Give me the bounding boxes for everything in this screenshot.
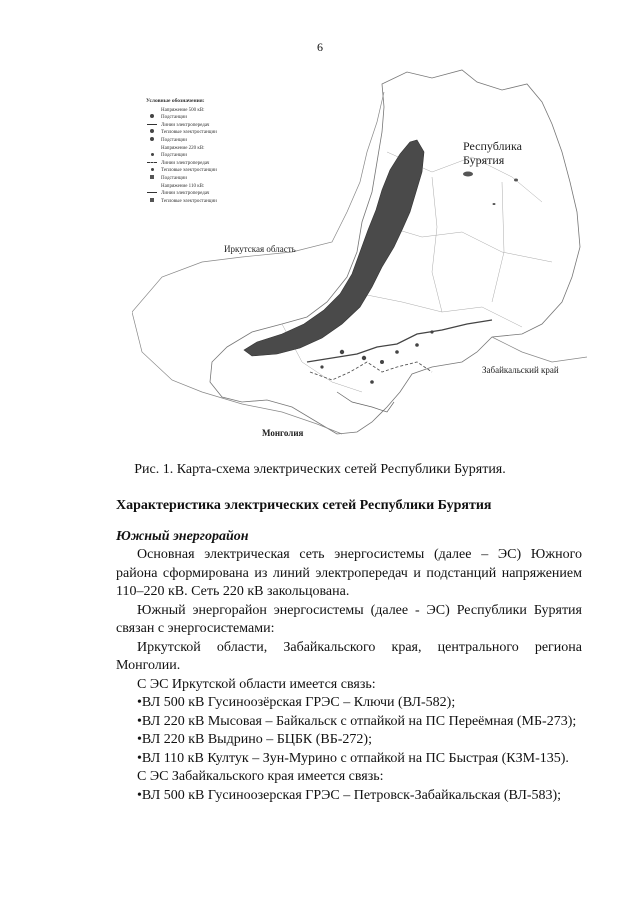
list-item: •ВЛ 500 кВ Гусиноозёрская ГРЭС – Ключи (ВЛ-582); — [137, 695, 456, 710]
list-item: •ВЛ 500 кВ Гусиноозерская ГРЭС – Петровск-Забайкальская (ВЛ-583); — [137, 787, 562, 803]
power-plant-icon — [150, 198, 154, 202]
legend-row: Напряжение 500 кВ: — [161, 107, 205, 113]
power-plant-icon — [150, 129, 154, 133]
legend-row: Линии электропередач — [146, 190, 266, 198]
map-label-irkutsk-region: Иркутская область — [224, 244, 296, 254]
list-item: •ВЛ 220 кВ Выдрино – БЦБК (ВБ-272); — [137, 732, 372, 747]
power-line-220kv — [310, 362, 432, 380]
paragraph: Южный энергорайон энергосистемы (далее - ЭС) Республики Бурятия связан с энергосистемами: — [116, 602, 582, 636]
legend-row: Подстанции — [146, 137, 266, 145]
page-number: 6 — [317, 40, 323, 54]
paragraph: С ЭС Забайкальского края имеется связь: — [137, 769, 384, 784]
power-line-icon — [147, 192, 157, 193]
section-heading: Характеристика электрических сетей Республики Бурятия — [116, 498, 492, 513]
list-item: •ВЛ 220 кВ Мысовая – Байкальск с отпайкой на ПС Переёмная (МБ-273); — [137, 713, 577, 729]
substation-icon — [150, 175, 154, 179]
map-label-mongolia: Монголия — [262, 428, 304, 438]
map-legend — [146, 98, 266, 205]
power-plant-icon — [151, 168, 154, 171]
legend-row: Тепловые электростанции — [146, 129, 266, 137]
legend-row: Подстанции — [146, 114, 266, 122]
legend-row: Подстанции — [146, 152, 266, 160]
legend-row: Напряжение 110 кВ: — [161, 183, 205, 189]
legend-row: Линии электропередач — [146, 122, 266, 130]
power-line-icon — [147, 124, 157, 125]
paragraph: С ЭС Иркутской области имеется связь: — [137, 676, 376, 692]
substation-icon — [150, 137, 154, 141]
figure-caption: Рис. 1. Карта-схема электрических сетей Республики Бурятия. — [134, 462, 506, 477]
map-label-buryatia: Республика Бурятия — [463, 139, 522, 167]
legend-title: Условные обозначения: — [146, 98, 205, 104]
list-item: •ВЛ 110 кВ Култук – Зун-Мурино с отпайкой на ПС Быстрая (КЗМ-135). — [137, 750, 569, 766]
paragraph: Иркутской области, Забайкальского края, центрального региона Монголии. — [116, 639, 582, 673]
zabaikalsky-border — [492, 337, 587, 362]
legend-row: Тепловые электростанции — [146, 167, 266, 175]
power-line-icon — [147, 162, 157, 163]
legend-row: Тепловые электростанции — [146, 198, 266, 206]
legend-row: Напряжение 220 кВ: — [161, 145, 205, 151]
paragraph: Основная электрическая сеть энергосистемы (далее – ЭС) Южного района сформирована из линий электропередач и подстанций напряжением 110–220 кВ. Сеть 220 кВ закольцована. — [116, 547, 582, 599]
subsection-heading: Южный энергорайон — [116, 529, 249, 544]
legend-row: Подстанции — [146, 175, 266, 183]
map-label-zabaikalsky: Забайкальский край — [482, 365, 559, 375]
legend-row: Линии электропередач — [146, 160, 266, 168]
body-text — [116, 546, 582, 805]
substation-icon — [150, 114, 154, 118]
substation-icon — [151, 153, 154, 156]
